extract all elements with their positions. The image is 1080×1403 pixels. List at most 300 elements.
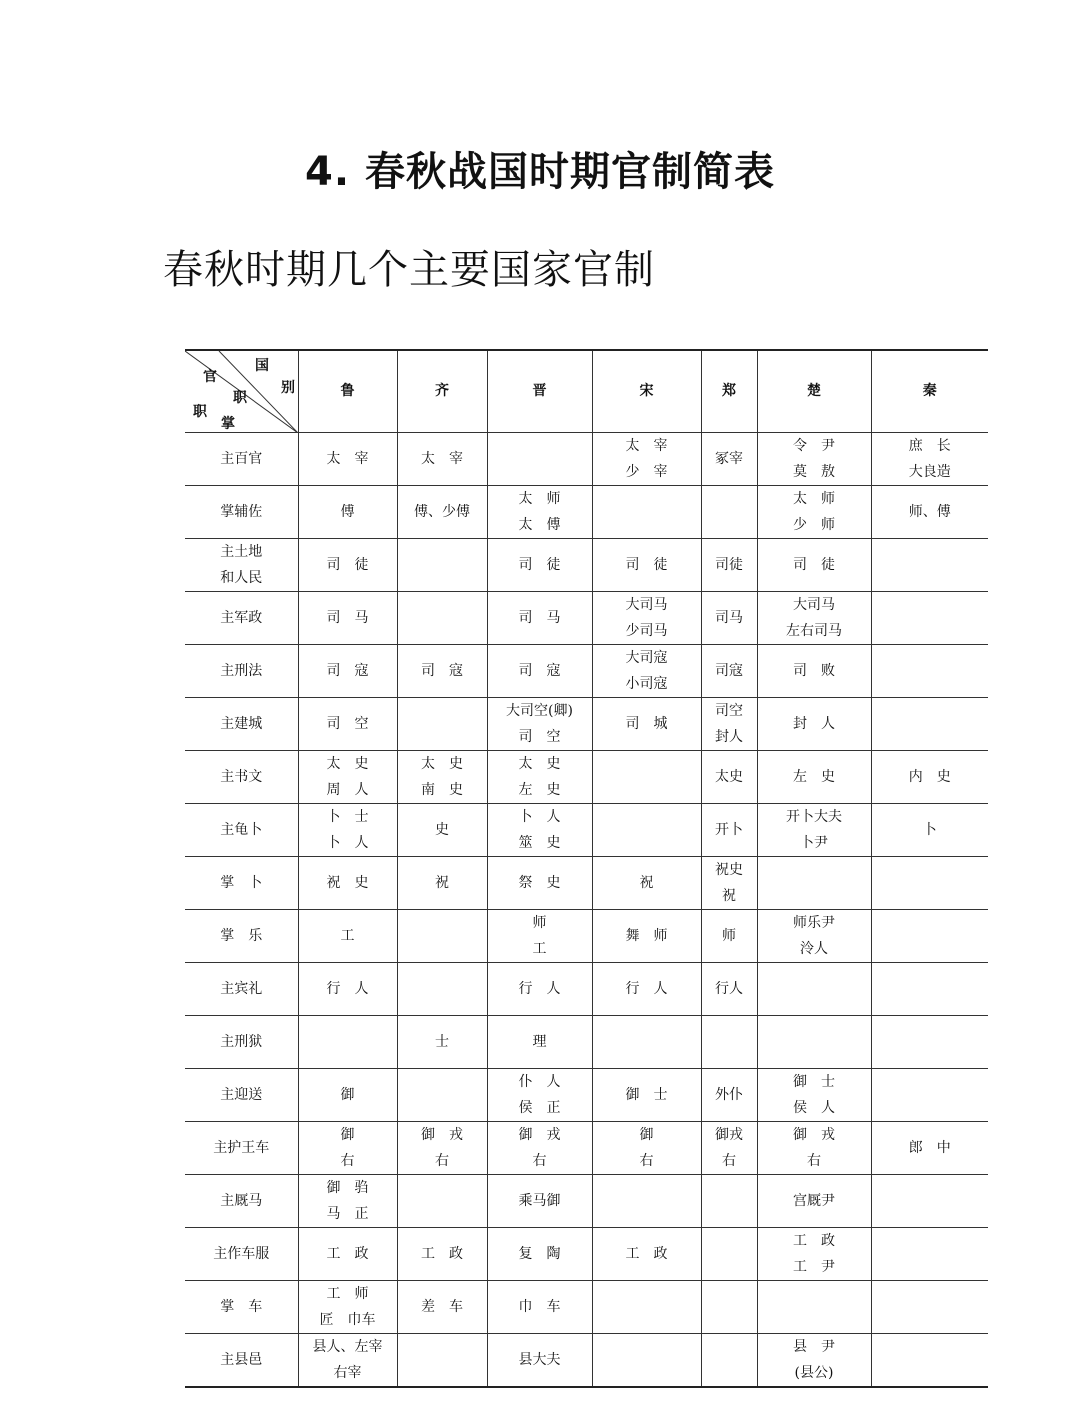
cell-text: 司 徒: [518, 556, 561, 573]
row-label: [185, 1227, 298, 1280]
table-cell: [757, 856, 871, 909]
table-cell: [871, 803, 988, 856]
table-row: [185, 591, 988, 644]
table-cell: [397, 432, 487, 485]
table-cell: [757, 432, 871, 485]
table-row: [185, 803, 988, 856]
table-cell: [871, 1068, 988, 1121]
cell-text: 行 人: [326, 980, 369, 997]
table-cell: [701, 750, 757, 803]
table-cell: [701, 1333, 757, 1387]
table-cell: [298, 803, 397, 856]
header-song: 宋: [592, 350, 701, 432]
cell-text: 马 正: [326, 1205, 369, 1222]
table-row: [185, 1280, 988, 1333]
header-qi: 齐: [397, 350, 487, 432]
table-cell: [871, 1174, 988, 1227]
table-cell: [592, 1015, 701, 1068]
cell-text: 封 人: [793, 715, 835, 732]
row-label: [185, 432, 298, 485]
cell-text: 巾 车: [518, 1298, 561, 1315]
table-cell: [701, 1280, 757, 1333]
cell-text: 御: [340, 1086, 355, 1103]
cell-text: 卜 士: [326, 808, 369, 825]
corner-label-guan: 官: [203, 369, 217, 385]
cell-text: 御 士: [793, 1073, 835, 1090]
table-cell: [592, 856, 701, 909]
header-jin: 晋: [487, 350, 592, 432]
cell-text: 主宾礼: [220, 980, 263, 997]
table-row: [185, 644, 988, 697]
cell-text: 司 寇: [518, 662, 561, 679]
corner-label-zhang: 掌: [221, 416, 235, 432]
cell-text: 卜尹: [800, 834, 828, 851]
cell-text: 令 尹: [793, 437, 835, 454]
table-row: [185, 1121, 988, 1174]
table-row: [185, 1068, 988, 1121]
table-cell: [397, 750, 487, 803]
table-row: [185, 909, 988, 962]
table-cell: [298, 644, 397, 697]
cell-text: 右: [340, 1152, 355, 1169]
cell-text: 太 宰: [326, 450, 369, 467]
cell-text: 祝 史: [326, 874, 369, 891]
cell-text: 工 尹: [793, 1258, 835, 1275]
table-cell: [757, 1068, 871, 1121]
table-cell: [298, 591, 397, 644]
cell-text: 主建城: [220, 715, 263, 732]
cell-text: 右: [435, 1152, 449, 1169]
cell-text: 祝: [722, 887, 736, 904]
table-cell: [298, 1068, 397, 1121]
cell-text: 司 徒: [625, 556, 668, 573]
cell-text: 司 徒: [326, 556, 369, 573]
table-cell: [487, 485, 592, 538]
table-cell: [757, 750, 871, 803]
table-row: [185, 962, 988, 1015]
table-cell: [757, 1174, 871, 1227]
cell-text: 司 败: [793, 662, 835, 679]
cell-text: 开卜大夫: [786, 808, 842, 825]
cell-text: 主县邑: [220, 1351, 263, 1368]
table-cell: [487, 432, 592, 485]
cell-text: 傅、少傅: [414, 503, 470, 520]
table-cell: [871, 1227, 988, 1280]
cell-text: 太 傅: [518, 516, 561, 533]
cell-text: 傅: [340, 503, 355, 520]
table-cell: [298, 1333, 397, 1387]
cell-text: 卜 人: [326, 834, 369, 851]
table-cell: [871, 538, 988, 591]
table-body: [185, 432, 988, 1387]
table-cell: [701, 856, 757, 909]
table-cell: [757, 1121, 871, 1174]
table-cell: [397, 1015, 487, 1068]
cell-text: 御戎: [715, 1126, 743, 1143]
cell-text: 大司马: [793, 596, 835, 613]
table-cell: [487, 697, 592, 750]
table-cell: [701, 538, 757, 591]
table-cell: [397, 1174, 487, 1227]
table-row: [185, 538, 988, 591]
table-cell: [487, 1068, 592, 1121]
table-cell: [757, 909, 871, 962]
table-cell: [298, 1174, 397, 1227]
table-cell: [592, 1068, 701, 1121]
table-cell: [701, 432, 757, 485]
cell-text: 司寇: [715, 662, 743, 679]
table-cell: [592, 485, 701, 538]
table-cell: [592, 1333, 701, 1387]
table-cell: [871, 432, 988, 485]
table-cell: [592, 962, 701, 1015]
row-label: [185, 803, 298, 856]
cell-text: 掌 车: [220, 1298, 263, 1315]
cell-text: 差 车: [421, 1298, 463, 1315]
table-cell: [592, 538, 701, 591]
table-cell: [397, 697, 487, 750]
corner-label-zhi2: 职: [193, 404, 207, 420]
table-cell: [487, 1121, 592, 1174]
cell-text: 太 宰: [625, 437, 668, 454]
table-cell: [701, 644, 757, 697]
cell-text: 太 史: [326, 755, 369, 772]
table-cell: [871, 485, 988, 538]
cell-text: 少 宰: [625, 463, 668, 480]
cell-text: 大良造: [908, 463, 951, 480]
row-label: [185, 1333, 298, 1387]
table-row: [185, 1174, 988, 1227]
table-cell: [298, 697, 397, 750]
row-label: [185, 962, 298, 1015]
table-cell: [757, 1227, 871, 1280]
cell-text: 工 政: [793, 1232, 835, 1249]
table-cell: [487, 909, 592, 962]
cell-text: 南 史: [421, 781, 463, 798]
table-cell: [757, 803, 871, 856]
table-cell: [298, 856, 397, 909]
cell-text: 御: [639, 1126, 654, 1143]
cell-text: 太史: [715, 768, 743, 785]
cell-text: 仆 人: [518, 1073, 561, 1090]
cell-text: 主作车服: [213, 1245, 270, 1262]
header-zheng: 郑: [701, 350, 757, 432]
table-cell: [871, 697, 988, 750]
cell-text: 司 寇: [421, 662, 463, 679]
cell-text: 御: [340, 1126, 355, 1143]
row-label: [185, 1121, 298, 1174]
cell-text: 御 戎: [793, 1126, 835, 1143]
cell-text: 师: [532, 914, 547, 931]
cell-text: 司 马: [326, 609, 369, 626]
cell-text: 复 陶: [518, 1245, 561, 1262]
table-cell: [397, 909, 487, 962]
table-cell: [757, 1280, 871, 1333]
table-cell: [487, 856, 592, 909]
row-label: [185, 1280, 298, 1333]
table-cell: [757, 485, 871, 538]
table-cell: [871, 1333, 988, 1387]
table-cell: [487, 750, 592, 803]
cell-text: 太 宰: [421, 450, 463, 467]
table-row: [185, 1227, 988, 1280]
table-cell: [397, 1227, 487, 1280]
cell-text: 右: [639, 1152, 654, 1169]
table-cell: [871, 1280, 988, 1333]
table-cell: [592, 909, 701, 962]
table-cell: [871, 856, 988, 909]
cell-text: 祝: [639, 874, 654, 891]
table-cell: [487, 538, 592, 591]
table-cell: [871, 909, 988, 962]
cell-text: 和人民: [220, 569, 263, 586]
cell-text: 小司寇: [625, 675, 668, 692]
table-cell: [701, 1068, 757, 1121]
row-label: [185, 485, 298, 538]
cell-text: 少司马: [625, 622, 668, 639]
table-cell: [757, 644, 871, 697]
table-cell: [397, 644, 487, 697]
cell-text: 工 政: [625, 1245, 668, 1262]
row-label: [185, 1068, 298, 1121]
cell-text: 冢宰: [715, 450, 743, 467]
table-cell: [298, 962, 397, 1015]
table-row: [185, 432, 988, 485]
cell-text: 司徒: [715, 556, 743, 573]
cell-text: 行 人: [518, 980, 561, 997]
table-cell: [397, 1068, 487, 1121]
cell-text: 莫 敖: [793, 463, 835, 480]
table-cell: [487, 1280, 592, 1333]
row-label: [185, 644, 298, 697]
table-cell: [592, 591, 701, 644]
table-cell: [871, 750, 988, 803]
table-cell: [701, 697, 757, 750]
cell-text: 御 戎: [421, 1126, 463, 1143]
table-cell: [871, 1121, 988, 1174]
table-cell: [397, 1121, 487, 1174]
cell-text: 主军政: [220, 609, 263, 626]
cell-text: 右: [532, 1152, 547, 1169]
table-cell: [397, 803, 487, 856]
row-label: [185, 1015, 298, 1068]
table-cell: [397, 1280, 487, 1333]
table-cell: [487, 1333, 592, 1387]
table-cell: [487, 803, 592, 856]
cell-text: 右: [722, 1152, 736, 1169]
corner-label-zhi1: 职: [233, 390, 247, 406]
cell-text: 舞 师: [625, 927, 668, 944]
table-cell: [871, 591, 988, 644]
section-subtitle: 春秋时期几个主要国家官制: [163, 247, 655, 293]
cell-text: 匠 巾车: [319, 1311, 376, 1328]
table-row: [185, 750, 988, 803]
row-label: [185, 909, 298, 962]
table-cell: [487, 1227, 592, 1280]
table-cell: [487, 1015, 592, 1068]
cell-text: 御 士: [625, 1086, 668, 1103]
table-cell: [298, 1280, 397, 1333]
cell-text: 御 戎: [518, 1126, 561, 1143]
table-cell: [397, 485, 487, 538]
cell-text: 工 政: [421, 1245, 463, 1262]
table-cell: [701, 591, 757, 644]
table-cell: [592, 432, 701, 485]
table-cell: [592, 750, 701, 803]
cell-text: 卜: [922, 821, 937, 838]
table-cell: [592, 803, 701, 856]
cell-text: 侯 人: [793, 1099, 835, 1116]
cell-text: 宫厩尹: [793, 1192, 835, 1209]
cell-text: 乘马御: [518, 1192, 561, 1209]
cell-text: 司 寇: [326, 662, 369, 679]
cell-text: 左 史: [518, 781, 561, 798]
cell-text: 侯 正: [518, 1099, 561, 1116]
cell-text: 开卜: [715, 821, 743, 838]
cell-text: 封人: [715, 728, 743, 745]
cell-text: 左 史: [793, 768, 835, 785]
table-cell: [757, 1333, 871, 1387]
cell-text: 庶 长: [908, 437, 951, 454]
table-row: [185, 697, 988, 750]
table-cell: [298, 1121, 397, 1174]
cell-text: 掌辅佐: [220, 503, 263, 520]
table-cell: [757, 1015, 871, 1068]
officials-table: [185, 349, 988, 1388]
table-cell: [871, 644, 988, 697]
cell-text: 行 人: [625, 980, 668, 997]
table-cell: [757, 962, 871, 1015]
table-cell: [487, 644, 592, 697]
corner-label-guo: 国: [255, 358, 269, 374]
cell-text: 工: [340, 927, 355, 944]
table-cell: [871, 1015, 988, 1068]
table-cell: [298, 1227, 397, 1280]
cell-text: 主厩马: [220, 1192, 263, 1209]
table-cell: [298, 750, 397, 803]
cell-text: 主刑狱: [220, 1033, 263, 1050]
table-row: [185, 856, 988, 909]
cell-text: 卜 人: [518, 808, 561, 825]
cell-text: 司马: [715, 609, 743, 626]
cell-text: 祝: [435, 874, 449, 891]
cell-text: 主土地: [220, 543, 263, 560]
row-label: [185, 856, 298, 909]
table-cell: [397, 538, 487, 591]
table-cell: [397, 1333, 487, 1387]
cell-text: 主百官: [220, 450, 263, 467]
cell-text: 内 史: [908, 768, 951, 785]
row-label: [185, 538, 298, 591]
table-cell: [298, 485, 397, 538]
cell-text: 泠人: [800, 940, 828, 957]
table-cell: [298, 909, 397, 962]
table-cell: [871, 962, 988, 1015]
table-cell: [701, 1015, 757, 1068]
cell-text: 主刑法: [220, 662, 263, 679]
cell-text: 司 城: [625, 715, 668, 732]
table-cell: [757, 591, 871, 644]
header-row: [185, 350, 988, 432]
table-cell: [298, 432, 397, 485]
table-cell: [701, 803, 757, 856]
cell-text: 行人: [715, 980, 743, 997]
table-cell: [397, 856, 487, 909]
table-cell: [701, 1121, 757, 1174]
cell-text: 太 史: [518, 755, 561, 772]
cell-text: 左右司马: [786, 622, 842, 639]
table-cell: [701, 485, 757, 538]
cell-text: 师、傅: [908, 503, 951, 520]
cell-text: 郎 中: [908, 1139, 951, 1156]
cell-text: 司 马: [518, 609, 561, 626]
table-cell: [298, 538, 397, 591]
row-label: [185, 697, 298, 750]
table-cell: [701, 962, 757, 1015]
cell-text: 师: [722, 927, 736, 944]
cell-text: 太 师: [518, 490, 561, 507]
cell-text: 司空: [715, 702, 743, 719]
cell-text: 祝史: [715, 861, 743, 878]
cell-text: 士: [435, 1033, 449, 1050]
corner-header: [185, 350, 298, 432]
header-lu: 鲁: [298, 350, 397, 432]
cell-text: 司 空: [326, 715, 369, 732]
cell-text: 主迎送: [220, 1086, 263, 1103]
cell-text: 右宰: [333, 1364, 362, 1381]
table-cell: [592, 1174, 701, 1227]
cell-text: 御 驺: [326, 1179, 369, 1196]
cell-text: 县大夫: [518, 1351, 561, 1368]
table-row: [185, 1015, 988, 1068]
table-cell: [592, 644, 701, 697]
table-cell: [701, 1174, 757, 1227]
table-cell: [592, 1227, 701, 1280]
table-cell: [757, 538, 871, 591]
cell-text: 掌 卜: [220, 874, 263, 891]
table-cell: [298, 1015, 397, 1068]
cell-text: 大司寇: [625, 649, 668, 666]
table-cell: [397, 962, 487, 1015]
cell-text: (县公): [794, 1364, 834, 1381]
cell-text: 少 师: [793, 516, 835, 533]
cell-text: 太 史: [421, 755, 463, 772]
cell-text: 主护王车: [213, 1139, 270, 1156]
cell-text: 县 尹: [793, 1338, 835, 1355]
cell-text: 工 师: [326, 1285, 369, 1302]
table-row: [185, 485, 988, 538]
table-cell: [487, 591, 592, 644]
cell-text: 主龟卜: [220, 821, 263, 838]
table-row: [185, 1333, 988, 1387]
corner-label-bie: 别: [281, 380, 295, 396]
table-cell: [487, 1174, 592, 1227]
table-cell: [592, 697, 701, 750]
cell-text: 掌 乐: [220, 927, 263, 944]
table-cell: [592, 1280, 701, 1333]
cell-text: 县人、左宰: [312, 1338, 383, 1355]
table-cell: [397, 591, 487, 644]
cell-text: 大司马: [625, 596, 668, 613]
cell-text: 史: [435, 821, 449, 838]
table-cell: [592, 1121, 701, 1174]
header-qin: 秦: [871, 350, 988, 432]
cell-text: 司 空: [518, 728, 561, 745]
header-chu: 楚: [757, 350, 871, 432]
table-cell: [487, 962, 592, 1015]
cell-text: 祭 史: [518, 874, 561, 891]
cell-text: 太 师: [793, 490, 835, 507]
